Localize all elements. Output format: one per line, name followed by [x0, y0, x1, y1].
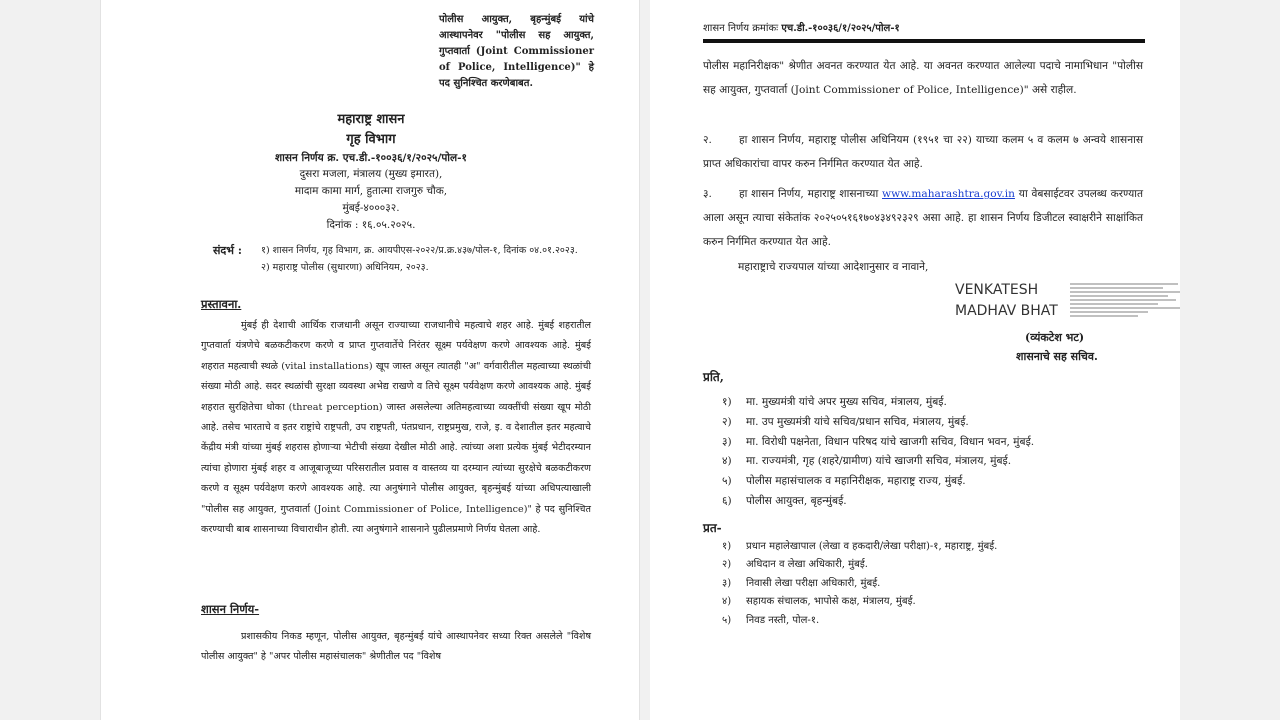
document-page-right: [650, 0, 1180, 720]
list-item: २) मा. उप मुख्यमंत्री यांचे सचिव/प्रधान सचिव, मंत्रालय, मुंबई.: [722, 415, 969, 428]
gr-number: शासन निर्णय क्र. एच.डी.-१००३६/१/२०२५/पोल-१: [275, 152, 467, 164]
header-label: शासन निर्णय क्रमांकः: [703, 23, 779, 34]
reference-item: २) महाराष्ट्र पोलीस (सुधारणा) अधिनियम, २०२३.: [261, 262, 429, 273]
paragraph-3-text-after: या वेबसाईटवर उपलब्ध करण्यात आला असून त्याचा संकेतांक २०२५०५१६१७०४३४९२३२९ असा आहे. हा शासन निर्णय डिजीटल स्वाक्षरीने साक्षांकित करुन निर्गमित करण्यात येत आहे.: [703, 188, 1144, 248]
document-page-left: [100, 0, 640, 720]
paragraph-number: ३.: [703, 188, 712, 200]
header-gr-number: एच.डी.-१००३६/१/२०२५/पोल-१: [781, 23, 900, 34]
list-item: ६) पोलीस आयुक्त, बृहन्मुंबई.: [722, 494, 847, 507]
prati-label: प्रति,: [703, 370, 724, 384]
digital-signature-name: [955, 280, 1058, 322]
address-line: मुंबई-४०००३२.: [342, 202, 400, 214]
prat-label: प्रत-: [703, 521, 722, 535]
signature-name-line: MADHAV BHAT: [955, 303, 1058, 319]
reference-item: १) शासन निर्णय, गृह विभाग, क्र. आयपीएस-२०२२/प्र.क्र.४३७/पोल-१, दिनांक ०४.०१.२०२३.: [261, 245, 578, 256]
list-item: ४) सहायक संचालक, भापोसे कक्ष, मंत्रालय, मुंबई.: [722, 596, 916, 608]
paragraph-number: २.: [703, 134, 712, 146]
subject-text: पोलीस आयुक्त, बृहन्मुंबई यांचे आस्थापनेवर "पोलीस सह आयुक्त, गुप्तवार्ता (Joint Commissioner of Police, Intelligence)" हे पद सुनिश्चित करणेबाबत.: [439, 14, 594, 89]
paragraph-3: [703, 182, 1143, 254]
list-item: ३) निवासी लेखा परीक्षा अधिकारी, मुंबई.: [722, 577, 881, 589]
paragraph-3-text-before: हा शासन निर्णय, महाराष्ट्र शासनाच्या: [739, 188, 879, 200]
copy-list: [722, 538, 997, 630]
list-item: १) प्रधान महालेखापाल (लेखा व हकदारी/लेखा परीक्षा)-१, महाराष्ट्र, मुंबई.: [722, 541, 998, 552]
paragraph-2: [703, 128, 1143, 176]
decision-heading: शासन निर्णय-: [201, 602, 260, 616]
digital-signature-stamp: [1068, 281, 1180, 319]
document-date: दिनांक : १६.०५.२०२५.: [326, 219, 416, 231]
signature-name-line: VENKATESH: [955, 282, 1039, 298]
reference-list: [261, 243, 591, 277]
preamble-body: मुंबई ही देशाची आर्थिक राजधानी असून राज्याच्या राजधानीचे महत्वाचे शहर आहे. मुंबई शहरातील गुप्तवार्ता यंत्रणेचे बळकटीकरण करणे व प्राप्त गुप्तवार्तेचे निरंतर सूक्ष्म पर्यवेक्षण करणे आवश्यक आहे. मुंबई शहरात महत्वाची स्थळे (vital installations) खूप जास्त असून त्यातही "अ" वर्गवारीतील महत्वाच्या स्थळांची संख्या मोठी आहे. सदर स्थळांची सुरक्षा व्यवस्था अभेद्य राखणे व तिचे सूक्ष्म पर्यवेक्षण करणे आवश्यक आहे. मुंबई शहरात सुरक्षितेचा धोका (threat perception) जास्त असलेल्या अतिमहत्वाच्या व्यक्तींची संख्या खूप मोठी आहे. तसेच भारताचे व इतर राष्ट्रांचे राष्ट्रपती, उप राष्ट्रपती, पंतप्रधान, राष्ट्रप्रमुख, राजे, इ. व देशातील इतर महत्वाचे केंद्रीय मंत्री यांच्या मुंबई शहरास होणाऱ्या भेटीची संख्या देखील मोठी आहे. त्यांच्या अशा प्रत्येक मुंबई भेटीदरम्यान त्यांचा होणारा मुंबई शहर व आजूबाजूच्या परिसरातील प्रवास व वास्तव्य या दरम्यान त्यांच्या सुरक्षेचे बळकटीकरण करणे व सूक्ष्म पर्यवेक्षण करणे आवश्यक आहे. त्या अनुषंगाने पोलीस आयुक्त, बृहन्मुंबई यांच्या अधिपत्याखाली "पोलीस सह आयुक्त, गुप्तवार्ता (Joint Commissioner of Police, Intelligence)" हे पद सुनिश्चित करण्याची बाब शासनाच्या विचाराधीन होती. त्या अनुषंगाने शासनाने पुढीलप्रमाणे निर्णय घेतला आहे.: [201, 320, 591, 536]
recipient-list: [722, 393, 1034, 512]
page-header: [703, 20, 900, 34]
list-item: ५) निवड नस्ती, पोल-१.: [722, 614, 820, 626]
department-name: गृह विभाग: [346, 132, 396, 147]
closing-line: महाराष्ट्राचे राज्यपाल यांच्या आदेशानुसार व नावाने,: [738, 261, 929, 273]
preamble-heading: प्रस्तावना.: [201, 297, 242, 311]
paragraph-continued: पोलीस महानिरीक्षक" श्रेणीत अवनत करण्यात येत आहे. या अवनत करण्यात आलेल्या पदाचे नामाभिधान "पोलीस सह आयुक्त, गुप्तवार्ता (Joint Commissioner of Police, Intelligence)" असे राहील.: [703, 60, 1143, 96]
header-rule: [703, 39, 1145, 43]
list-item: ४) मा. राज्यमंत्री, गृह (शहरे/ग्रामीण) यांचे खाजगी सचिव, मंत्रालय, मुंबई.: [722, 455, 1012, 468]
reference-label: संदर्भ :: [213, 244, 242, 257]
signatory-name-marathi: (व्यंकटेश भट): [1025, 331, 1085, 344]
government-name: महाराष्ट्र शासन: [337, 112, 405, 127]
list-item: १) मा. मुख्यमंत्री यांचे अपर मुख्य सचिव, मंत्रालय, मुंबई.: [722, 396, 947, 408]
website-link[interactable]: www.maharashtra.gov.in: [882, 188, 1015, 200]
address-line: दुसरा मजला, मंत्रालय (मुख्य इमारत),: [299, 168, 443, 180]
list-item: ५) पोलीस महासंचालक व महानिरीक्षक, महाराष्ट्र राज्य, मुंबई.: [722, 475, 966, 488]
paragraph-2-text: हा शासन निर्णय, महाराष्ट्र पोलीस अधिनियम (१९५१ चा २२) याच्या कलम ५ व कलम ७ अन्वये शासनास प्राप्त अधिकारांचा वापर करुन निर्गमित करण्यात येत आहे.: [703, 134, 1143, 170]
signatory-designation: शासनाचे सह सचिव.: [1016, 350, 1098, 363]
decision-body: प्रशासकीय निकड म्हणून, पोलीस आयुक्त, बृहन्मुंबई यांचे आस्थापनेवर सध्या रिक्त असलेले "विशेष पोलीस आयुक्त" हे "अपर पोलीस महासंचालक" श्रेणीतील पद "विशेष: [201, 631, 591, 663]
government-heading: [101, 110, 640, 234]
list-item: २) अधिदान व लेखा अधिकारी, मुंबई.: [722, 559, 868, 571]
address-line: मादाम कामा मार्ग, हुतात्मा राजगुरु चौक,: [294, 185, 448, 197]
list-item: ३) मा. विरोधी पक्षनेता, विधान परिषद यांचे खाजगी सचिव, विधान भवन, मुंबई.: [722, 435, 1035, 448]
